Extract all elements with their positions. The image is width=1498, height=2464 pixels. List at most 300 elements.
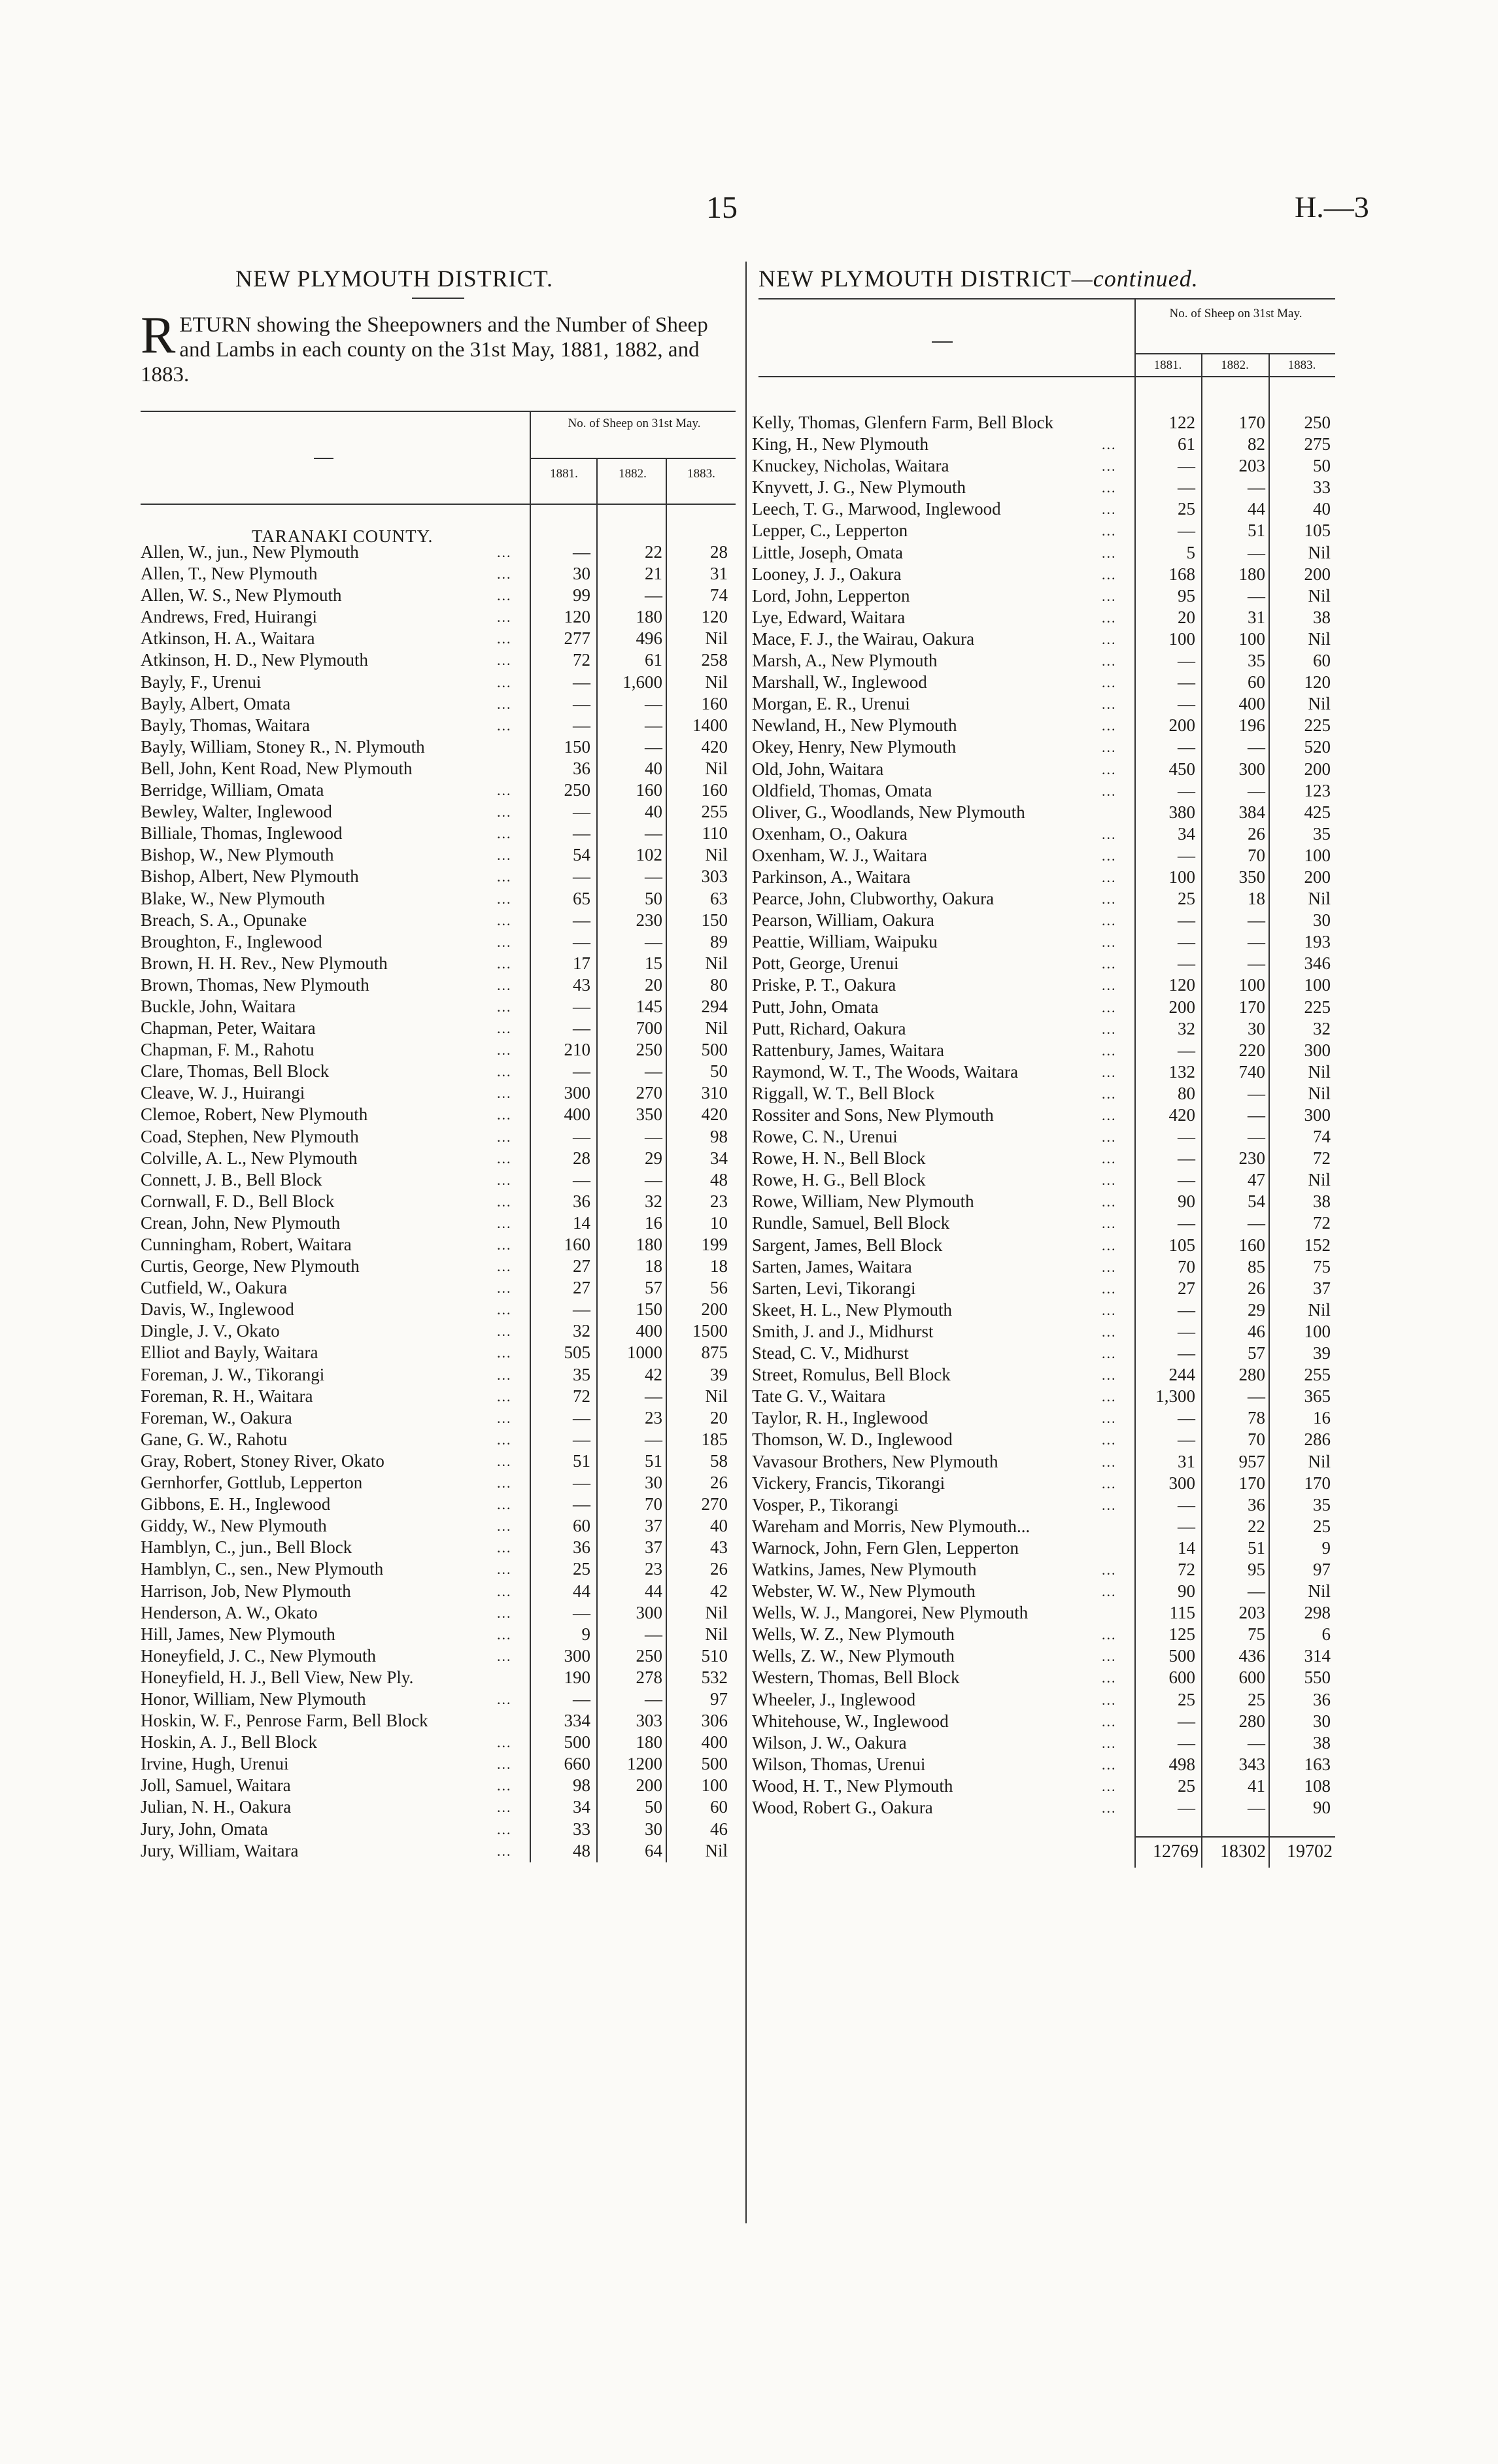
count-1883: 105: [1304, 521, 1331, 541]
table-row: [141, 1775, 736, 1796]
count-1881: 1,300: [1155, 1386, 1195, 1407]
leader-dots: ...: [1102, 1237, 1117, 1254]
count-1882: 60: [1248, 672, 1265, 693]
count-1881: 90: [1178, 1581, 1195, 1601]
count-1882: 51: [645, 1450, 662, 1471]
table-row: [141, 1234, 736, 1256]
count-1881: 122: [1168, 413, 1195, 432]
count-1882: —: [645, 1126, 662, 1146]
count-1882: 1200: [627, 1754, 662, 1774]
count-1883: 10: [710, 1212, 728, 1233]
leader-dots: ...: [1102, 1800, 1117, 1816]
left-years-rule: [530, 458, 736, 459]
count-1883: 200: [1304, 866, 1331, 887]
count-1882: —: [1248, 737, 1265, 757]
count-1882: 30: [645, 1473, 662, 1493]
leader-dots: ...: [497, 1063, 512, 1080]
count-1883: 193: [1304, 932, 1331, 952]
count-1881: 44: [573, 1581, 590, 1601]
count-1883: 346: [1304, 953, 1331, 974]
count-1883: 89: [710, 931, 728, 951]
owner-name: Peattie, William, Waipuku: [752, 932, 938, 952]
leader-dots: ...: [1102, 739, 1117, 756]
owner-name: Cleave, W. J., Huirangi: [141, 1083, 305, 1103]
owner-name: Vosper, P., Tikorangi: [752, 1494, 899, 1514]
table-row: [141, 1624, 736, 1645]
count-1881: 120: [1168, 975, 1195, 995]
count-1883: 72: [1313, 1213, 1331, 1233]
leader-dots: ...: [497, 1496, 512, 1513]
table-row: [141, 1082, 736, 1104]
count-1883: 38: [1313, 607, 1331, 627]
count-1882: 21: [645, 564, 662, 584]
count-1883: 875: [701, 1343, 728, 1363]
leader-dots: ...: [497, 674, 512, 691]
count-1882: 70: [645, 1494, 662, 1514]
owner-name: Bayly, Albert, Omata: [141, 693, 291, 713]
leader-dots: ...: [1102, 479, 1117, 496]
owner-name: Andrews, Fred, Huirangi: [141, 607, 317, 627]
count-1882: —: [1248, 1581, 1265, 1601]
table-row: [141, 1342, 736, 1363]
count-1883: 225: [1304, 997, 1331, 1017]
count-1881: 400: [564, 1104, 590, 1125]
leader-dots: ...: [1102, 1193, 1117, 1210]
owner-name: Vickery, Francis, Tikorangi: [752, 1473, 945, 1493]
count-1882: 42: [645, 1364, 662, 1384]
count-1882: 95: [1248, 1559, 1265, 1579]
owner-name: Julian, N. H., Oakura: [141, 1797, 292, 1817]
count-1883: 50: [1313, 456, 1331, 476]
count-1882: 740: [1238, 1061, 1265, 1082]
count-1882: 300: [1238, 759, 1265, 779]
owner-name: Cutfield, W., Oakura: [141, 1278, 288, 1298]
leader-dots: ...: [1102, 501, 1117, 518]
count-1882: 57: [1248, 1343, 1265, 1363]
owner-name: Connett, J. B., Bell Block: [141, 1169, 322, 1189]
total-1882: 18302: [1220, 1841, 1266, 1862]
count-1881: —: [573, 823, 590, 844]
table-row: [141, 1537, 736, 1558]
count-1881: 100: [1168, 628, 1195, 649]
count-1881: —: [573, 866, 590, 887]
owner-name: Pearce, John, Clubworthy, Oakura: [752, 889, 995, 909]
leader-dots: ...: [1102, 1626, 1117, 1643]
table-row: [752, 931, 1335, 953]
count-1882: 50: [645, 1797, 662, 1817]
leader-dots: ...: [497, 1020, 512, 1037]
table-row: [141, 1753, 736, 1775]
count-1882: 57: [645, 1278, 662, 1298]
count-1881: 90: [1178, 1191, 1195, 1212]
leader-dots: ...: [1102, 868, 1117, 885]
leader-dots: ...: [1102, 1431, 1117, 1448]
right-table-body: [752, 412, 1335, 1819]
count-1882: 51: [1248, 521, 1265, 541]
leader-dots: ...: [497, 1128, 512, 1145]
table-row: [141, 1386, 736, 1407]
owner-name: Warnock, John, Fern Glen, Lepperton: [752, 1537, 1019, 1558]
count-1882: 150: [636, 1299, 662, 1320]
owner-name: Wilson, J. W., Oakura: [752, 1732, 907, 1753]
count-1882: 23: [645, 1407, 662, 1428]
owner-name: Marshall, W., Inglewood: [752, 672, 927, 693]
leader-dots: ...: [497, 1214, 512, 1231]
owner-name: Broughton, F., Inglewood: [141, 931, 322, 951]
count-1883: 72: [1313, 1148, 1331, 1169]
count-1881: 100: [1168, 866, 1195, 887]
owner-name: Bayly, Thomas, Waitara: [141, 715, 311, 735]
count-1882: 400: [1238, 694, 1265, 714]
count-1883: Nil: [1308, 889, 1331, 909]
count-1881: 334: [564, 1711, 590, 1731]
count-1883: 200: [701, 1299, 728, 1320]
count-1883: 300: [1304, 1040, 1331, 1060]
table-row: [141, 953, 736, 974]
document-code: H.—3: [1295, 190, 1369, 224]
table-row: [752, 1083, 1335, 1104]
owner-name: Clare, Thomas, Bell Block: [141, 1061, 330, 1082]
owner-name: Taylor, R. H., Inglewood: [752, 1408, 928, 1428]
table-row: [141, 628, 736, 649]
owner-name: Chapman, F. M., Rahotu: [141, 1040, 315, 1060]
leader-dots: ...: [1102, 1345, 1117, 1362]
count-1882: 20: [645, 974, 662, 995]
owner-name: Atkinson, H. D., New Plymouth: [141, 650, 369, 670]
leader-dots: ...: [497, 1561, 512, 1578]
owner-name: Rossiter and Sons, New Plymouth: [752, 1105, 994, 1125]
count-1883: 39: [710, 1364, 728, 1384]
leader-dots: ...: [497, 587, 512, 604]
owner-name: Wood, H. T., New Plymouth: [752, 1775, 953, 1796]
count-1881: 210: [564, 1040, 590, 1060]
owner-name: Cornwall, F. D., Bell Block: [141, 1191, 335, 1211]
owner-name: Jury, John, Omata: [141, 1819, 268, 1839]
count-1882: 160: [1238, 1235, 1265, 1255]
table-row: [752, 866, 1335, 888]
count-1882: 343: [1238, 1754, 1265, 1774]
table-row: [752, 1061, 1335, 1083]
table-row: [752, 1451, 1335, 1473]
count-1881: 160: [564, 1235, 590, 1254]
count-1883: 58: [710, 1450, 728, 1471]
leader-dots: ...: [1102, 1561, 1117, 1578]
count-1882: —: [645, 715, 662, 735]
count-1882: 350: [636, 1104, 662, 1125]
leader-dots: ...: [1102, 1691, 1117, 1708]
count-1882: 180: [1238, 564, 1265, 584]
leader-dots: ...: [497, 1431, 512, 1448]
count-1883: 420: [701, 736, 728, 757]
count-1882: —: [645, 866, 662, 887]
count-1883: 20: [710, 1407, 728, 1428]
table-row: [752, 1299, 1335, 1321]
table-row: [141, 1494, 736, 1515]
owner-name: Street, Romulus, Bell Block: [752, 1365, 951, 1385]
count-1883: 6: [1321, 1624, 1331, 1645]
leader-dots: ...: [497, 976, 512, 993]
table-row: [141, 1450, 736, 1472]
count-1882: —: [1248, 542, 1265, 562]
leader-dots: ...: [1102, 1367, 1117, 1384]
count-1882: 30: [1248, 1018, 1265, 1038]
leader-dots: ...: [1102, 825, 1117, 842]
count-1883: 275: [1304, 434, 1331, 454]
owner-name: Colville, A. L., New Plymouth: [141, 1148, 358, 1168]
count-1881: —: [573, 672, 590, 692]
leader-dots: ...: [1102, 1150, 1117, 1167]
leader-dots: ...: [497, 1085, 512, 1102]
table-row: [141, 1256, 736, 1277]
leader-dots: ...: [1102, 1496, 1117, 1513]
count-1882: 496: [636, 628, 662, 649]
count-1881: 244: [1168, 1365, 1195, 1385]
count-1881: 36: [573, 758, 590, 778]
count-1881: 30: [573, 564, 590, 584]
count-1882: 30: [645, 1819, 662, 1839]
owner-name: Newland, H., New Plymouth: [752, 715, 957, 736]
leader-dots: ...: [497, 868, 512, 885]
count-1883: 35: [1313, 823, 1331, 844]
count-1883: 185: [701, 1429, 728, 1449]
count-1883: Nil: [705, 845, 728, 865]
leader-dots: ...: [497, 1626, 512, 1643]
owner-name: Elliot and Bayly, Waitara: [141, 1343, 318, 1363]
count-1882: —: [1248, 1798, 1265, 1817]
left-year-1882: 1882.: [619, 467, 647, 481]
owner-name: Knyvett, J. G., New Plymouth: [752, 477, 966, 498]
count-1882: 61: [645, 650, 662, 670]
owner-name: Skeet, H. L., New Plymouth: [752, 1299, 952, 1320]
count-1881: 505: [564, 1343, 590, 1363]
count-1882: —: [1248, 780, 1265, 800]
table-row: [141, 1212, 736, 1234]
count-1883: 63: [710, 888, 728, 908]
owner-name: Raymond, W. T., The Woods, Waitara: [752, 1061, 1019, 1082]
table-row: [752, 1126, 1335, 1148]
count-1881: 450: [1168, 759, 1195, 779]
leader-dots: ...: [1102, 912, 1117, 929]
table-row: [752, 1040, 1335, 1061]
count-1882: 303: [636, 1711, 662, 1731]
leader-dots: ...: [497, 955, 512, 972]
count-1881: 36: [573, 1537, 590, 1558]
count-1881: 115: [1169, 1603, 1195, 1623]
count-1882: —: [1248, 910, 1265, 931]
count-1882: —: [645, 823, 662, 844]
count-1881: —: [1178, 1732, 1195, 1753]
table-row: [141, 974, 736, 996]
count-1881: 99: [573, 585, 590, 606]
owner-name: Lord, John, Lepperton: [752, 585, 910, 606]
owner-name: Thomson, W. D., Inglewood: [752, 1429, 953, 1450]
table-row: [141, 606, 736, 628]
leader-dots: ...: [497, 652, 512, 669]
leader-dots: ...: [497, 717, 512, 734]
total-1881: 12769: [1153, 1841, 1199, 1862]
count-1881: 200: [1168, 997, 1195, 1017]
count-1883: Nil: [1308, 1170, 1331, 1190]
count-1882: —: [1248, 1732, 1265, 1753]
count-1883: 97: [1313, 1559, 1331, 1579]
count-1881: —: [573, 910, 590, 930]
table-row: [141, 1277, 736, 1299]
owner-name: Lepper, C., Lepperton: [752, 521, 908, 541]
count-1883: 34: [710, 1148, 728, 1168]
count-1883: 365: [1304, 1386, 1331, 1407]
count-1882: 170: [1238, 1473, 1265, 1493]
table-row: [141, 715, 736, 736]
count-1881: 34: [1178, 823, 1195, 844]
table-row: [752, 1473, 1335, 1494]
leader-dots: ...: [497, 782, 512, 799]
owner-name: Billiale, Thomas, Inglewood: [141, 823, 343, 844]
table-row: [141, 649, 736, 671]
count-1882: 203: [1238, 1603, 1265, 1623]
count-1882: 100: [1238, 975, 1265, 995]
leader-dots: ...: [1102, 1583, 1117, 1600]
count-1881: —: [573, 1169, 590, 1189]
owner-name: Brown, Thomas, New Plymouth: [141, 974, 369, 995]
count-1882: 41: [1248, 1775, 1265, 1796]
table-row: [752, 1212, 1335, 1234]
table-row: [141, 1581, 736, 1602]
count-1882: 100: [1238, 628, 1265, 649]
count-1882: 280: [1238, 1711, 1265, 1731]
count-1882: 200: [636, 1775, 662, 1796]
count-1881: 660: [564, 1754, 590, 1774]
count-1882: 23: [645, 1559, 662, 1579]
leader-dots: ...: [497, 1258, 512, 1275]
count-1883: 60: [1313, 651, 1331, 671]
owner-name: Cunningham, Robert, Waitara: [141, 1235, 352, 1254]
table-row: [141, 1840, 736, 1862]
count-1883: 31: [710, 564, 728, 584]
count-1882: 203: [1238, 456, 1265, 476]
count-1881: 300: [564, 1645, 590, 1666]
count-1883: 250: [1304, 413, 1331, 432]
leader-dots: ...: [497, 1690, 512, 1707]
table-row: [752, 1429, 1335, 1450]
leader-dots: ...: [1102, 1777, 1117, 1794]
count-1881: 51: [573, 1450, 590, 1471]
count-1883: 255: [1304, 1365, 1331, 1385]
table-row: [141, 1602, 736, 1624]
owner-name: Parkinson, A., Waitara: [752, 866, 911, 887]
owner-name: Crean, John, New Plymouth: [141, 1212, 341, 1233]
table-row: [141, 693, 736, 715]
left-year-1881: 1881.: [550, 467, 578, 481]
leader-dots: ...: [497, 1366, 512, 1383]
table-row: [141, 1169, 736, 1191]
leader-dots: ...: [1102, 522, 1117, 539]
table-row: [141, 888, 736, 910]
count-1882: 350: [1238, 866, 1265, 887]
count-1882: —: [1248, 1127, 1265, 1147]
owner-name: Pott, George, Urenui: [752, 953, 899, 974]
count-1881: 125: [1168, 1624, 1195, 1645]
count-1881: 132: [1168, 1061, 1195, 1082]
leader-dots: ...: [497, 695, 512, 712]
table-row: [752, 1278, 1335, 1299]
count-1881: 25: [1178, 499, 1195, 519]
count-1881: 200: [1168, 715, 1195, 736]
leader-dots: ...: [1102, 1129, 1117, 1146]
count-1882: 37: [645, 1537, 662, 1558]
count-1883: 90: [1313, 1798, 1331, 1817]
count-1881: —: [1178, 1170, 1195, 1190]
owner-name: Smith, J. and J., Midhurst: [752, 1321, 934, 1341]
count-1883: 108: [1304, 1775, 1331, 1796]
table-row: [141, 866, 736, 887]
table-row: [752, 1018, 1335, 1040]
table-row: [141, 1515, 736, 1537]
owner-name: Giddy, W., New Plymouth: [141, 1516, 327, 1536]
owner-name: Watkins, James, New Plymouth: [752, 1559, 977, 1579]
count-1881: —: [1178, 456, 1195, 476]
owner-name: Bishop, Albert, New Plymouth: [141, 866, 359, 887]
leader-dots: ...: [1102, 1734, 1117, 1751]
leader-dots: ...: [497, 1280, 512, 1297]
table-row: [752, 650, 1335, 672]
table-row: [141, 1299, 736, 1320]
count-1883: Nil: [705, 672, 728, 692]
table-row: [752, 736, 1335, 758]
leader-dots: ...: [1102, 1063, 1117, 1080]
count-1881: —: [1178, 477, 1195, 498]
count-1881: 14: [1178, 1537, 1195, 1558]
count-1881: —: [573, 802, 590, 822]
right-name-header-dash: [932, 341, 953, 343]
count-1883: 38: [1313, 1732, 1331, 1753]
owner-name: Oliver, G., Woodlands, New Plymouth: [752, 802, 1025, 822]
count-1883: 314: [1304, 1646, 1331, 1666]
count-1882: 300: [636, 1602, 662, 1622]
table-row: [752, 1797, 1335, 1819]
count-1881: 32: [1178, 1018, 1195, 1038]
intro-text: ETURN showing the Sheepowners and the Number of Sheep and Lambs in each county on the 31st May, 1881, 1882, and 1883.: [141, 313, 708, 386]
count-1883: 39: [1313, 1343, 1331, 1363]
count-1883: 26: [710, 1473, 728, 1493]
count-1883: 286: [1304, 1429, 1331, 1450]
count-1883: Nil: [1308, 1581, 1331, 1601]
left-year-1883: 1883.: [687, 467, 715, 481]
leader-dots: ...: [1102, 1042, 1117, 1059]
count-1883: 23: [710, 1191, 728, 1211]
count-1882: —: [1248, 953, 1265, 974]
owner-name: Jury, William, Waitara: [141, 1840, 299, 1860]
table-row: [141, 1364, 736, 1386]
table-row: [752, 1775, 1335, 1797]
count-1881: 5: [1186, 542, 1195, 562]
count-1881: 14: [573, 1212, 590, 1233]
table-row: [141, 1320, 736, 1342]
count-1882: 18: [1248, 889, 1265, 909]
total-1883: 19702: [1287, 1841, 1333, 1862]
count-1882: 25: [1248, 1689, 1265, 1709]
count-1883: 400: [701, 1732, 728, 1753]
table-row: [752, 1711, 1335, 1732]
count-1882: —: [645, 1061, 662, 1082]
left-table-header-rule: [141, 504, 736, 505]
owner-name: Rowe, William, New Plymouth: [752, 1191, 974, 1212]
count-1881: —: [1178, 737, 1195, 757]
count-1883: 1400: [692, 715, 728, 735]
count-1881: —: [573, 1299, 590, 1320]
count-1883: 110: [702, 823, 728, 844]
right-year-1882: 1882.: [1221, 358, 1249, 372]
owner-name: Rowe, H. N., Bell Block: [752, 1148, 926, 1169]
